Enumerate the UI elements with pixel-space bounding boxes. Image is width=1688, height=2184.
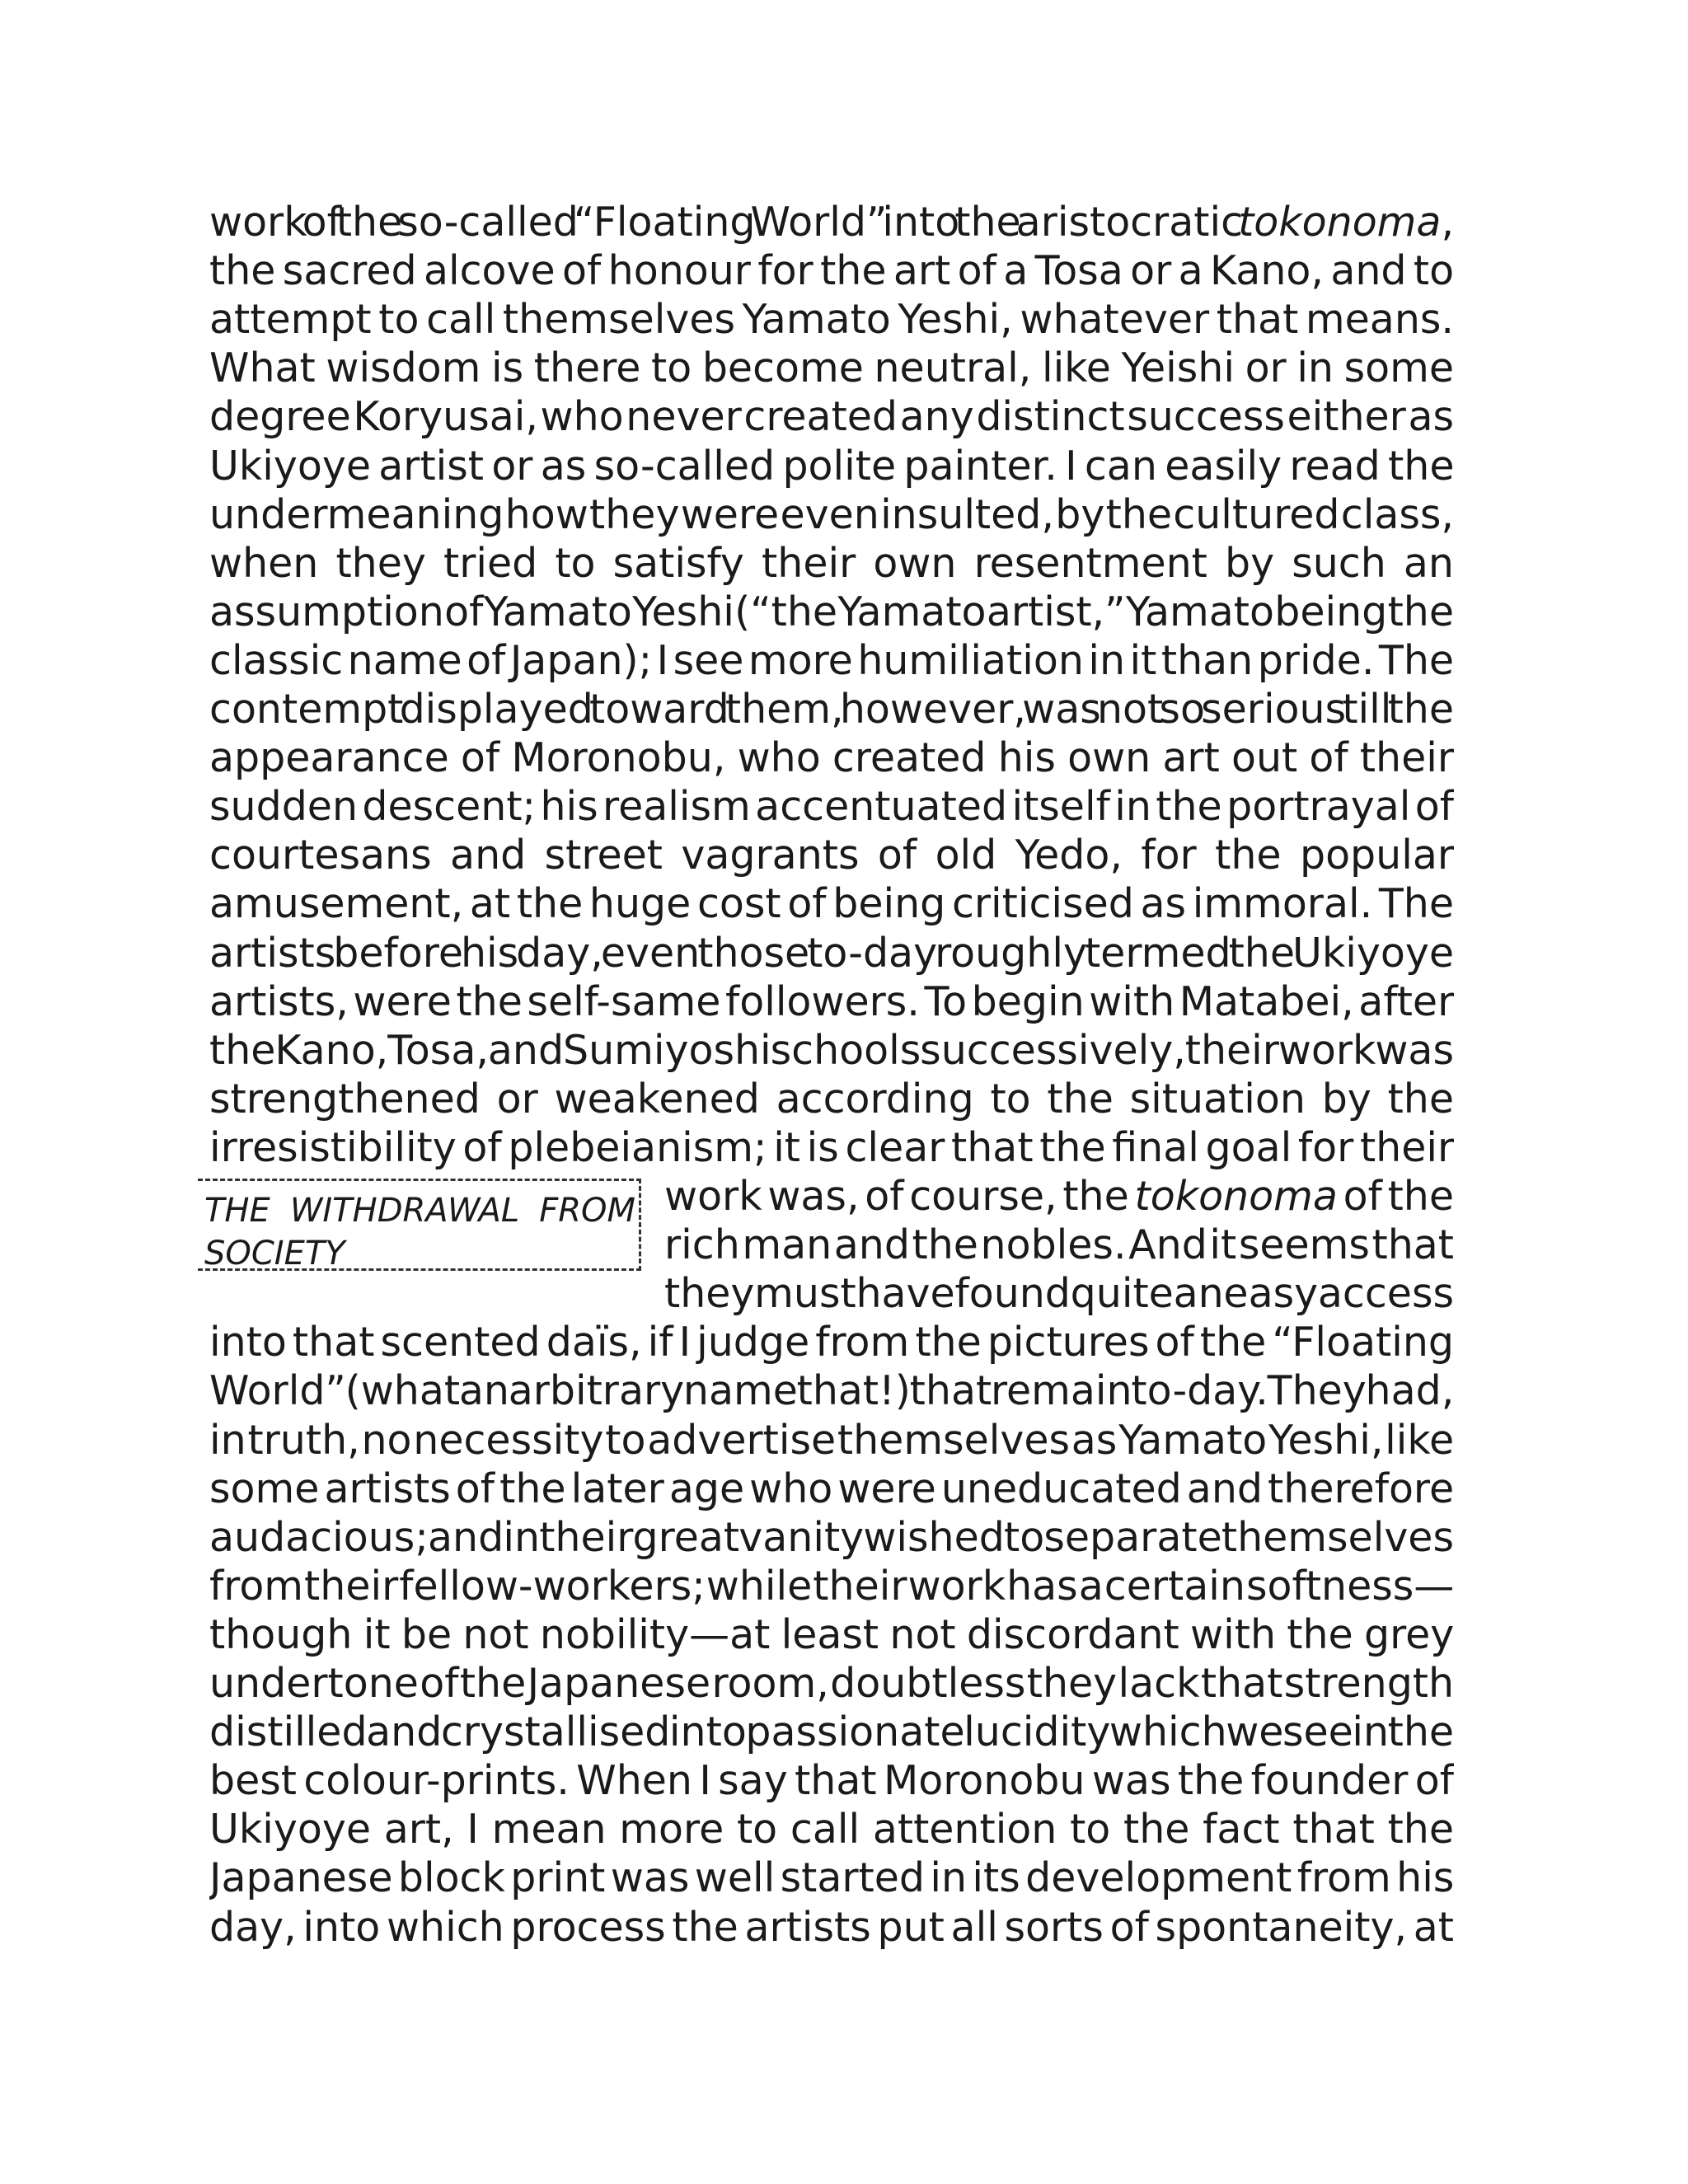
text-line: contempt displayed toward them, however, was not so serious till the: [209, 686, 1454, 733]
sidenote-line-2: SOCIETY: [204, 1235, 345, 1272]
text-line: from their fellow-workers; while their work has a certain softness—: [209, 1562, 1454, 1610]
text-line: the Kano, Tosa, and Sumiyoshi schools successively, their work was: [209, 1026, 1454, 1074]
text-line: classic name of Japan); I see more humiliation in it than pride. The: [209, 636, 1454, 684]
text-line: best colour-prints. When I say that Moronobu was the founder of: [209, 1757, 1454, 1805]
text-line: into that scented daïs, if I judge from the pictures of the “Floating: [209, 1319, 1454, 1366]
text-line: the sacred alcove of honour for the art of a Tosa or a Kano, and to: [209, 247, 1454, 295]
text-line: irresistibility of plebeianism; it is clear that the final goal for their: [209, 1123, 1454, 1171]
text-line: assumption of Yamato Yeshi (“the Yamato artist,” Yamato being the: [209, 588, 1454, 635]
text-line: Ukiyoye art, I mean more to call attention to the fact that the: [209, 1806, 1454, 1854]
text-line: strengthened or weakened according to the situation by the: [209, 1075, 1454, 1122]
text-line: work was, of course, the tokonoma of the: [664, 1173, 1454, 1220]
text-line: appearance of Moronobu, who created his own art out of their: [209, 734, 1454, 782]
text-line: distilled and crystallised into passionate lucidity which we see in the: [209, 1708, 1454, 1756]
text-line: undermeaning how they were even insulted, by the cultured class,: [209, 490, 1454, 538]
text-line: courtesans and street vagrants of old Yedo, for the popular: [209, 832, 1454, 879]
text-line: Ukiyoye artist or as so-called polite painter. I can easily read the: [209, 442, 1454, 490]
text-line: attempt to call themselves Yamato Yeshi, whatever that means.: [209, 296, 1454, 344]
text-line: some artists of the later age who were uneducated and therefore: [209, 1465, 1454, 1512]
text-line: though it be not nobility—at least not discordant with the grey: [209, 1610, 1454, 1658]
marginal-sidenote: [198, 1179, 641, 1271]
text-line: artists, were the self-same followers. To begin with Matabei, after: [209, 977, 1454, 1025]
text-line: work of the so-called “Floating World” into the aristocratic tokonoma,: [209, 199, 1454, 246]
text-line: they must have found quite an easy access: [664, 1270, 1454, 1318]
text-line: when they tried to satisfy their own resentment by such an: [209, 539, 1454, 587]
text-line: What wisdom is there to become neutral, like Yeishi or in some: [209, 344, 1454, 392]
text-line: undertone of the Japanese room, doubtless they lack that strength: [209, 1660, 1454, 1707]
sidenote-line-1: THE WITHDRAWAL FROM: [204, 1192, 635, 1230]
text-line: degree Koryusai, who never created any distinct success either as: [209, 393, 1454, 441]
text-line: audacious; and in their great vanity wished to separate themselves: [209, 1513, 1454, 1561]
text-line: artists before his day, even those to-day roughly termed the Ukiyoye: [209, 929, 1454, 977]
text-line: rich man and the nobles. And it seems that: [664, 1221, 1454, 1269]
text-line: amusement, at the huge cost of being criticised as immoral. The: [209, 880, 1454, 928]
text-line: Japanese block print was well started in its development from his: [209, 1854, 1454, 1902]
text-line: day, into which process the artists put all sorts of spontaneity, at: [209, 1903, 1454, 1951]
text-line: sudden descent; his realism accentuated itself in the portrayal of: [209, 783, 1454, 831]
text-line: in truth, no necessity to advertise themselves as Yamato Yeshi, like: [209, 1416, 1454, 1464]
text-line: World” (what an arbitrary name that!) that remain to-day. They had,: [209, 1367, 1454, 1415]
